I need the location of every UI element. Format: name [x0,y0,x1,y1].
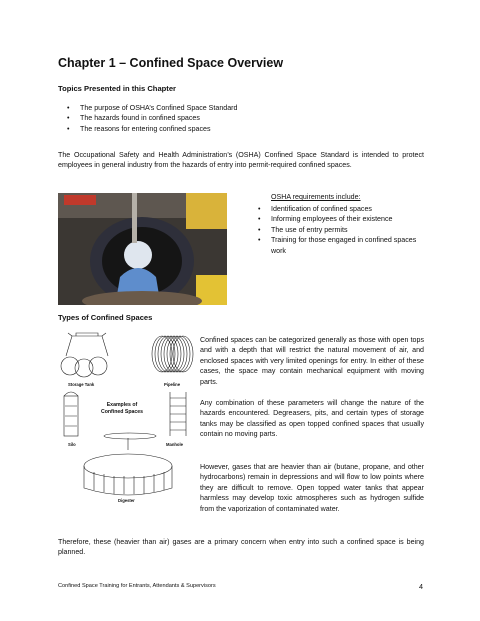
list-item: • The hazards found in confined spaces [65,113,365,123]
storage-tank-label: Storage Tank [68,382,95,387]
types-paragraph-2: Any combination of these parameters will change the nature of the hazards encountered. Degreasers, pits, and certain types of storage tanks may be classified as open topped confined spaces that usually contain no moving parts. [200,399,424,439]
digester-label: Digester [118,498,135,503]
topics-heading: Topics Presented in this Chapter [58,84,177,93]
manhole-worker-image [58,193,227,305]
requirements-heading: OSHA requirements include: [271,193,361,201]
manhole-entry-photo [58,193,227,305]
types-paragraph-3: However, gases that are heavier than air (butane, propane, and other hydrocarbons) remain in depressions and will flow to low points where they are difficult to remove. Open topped water tanks that appear harmless may develop toxic atmospheres such as hydrogen sulfide from the vaporization of contaminated water. [200,463,424,513]
silo-label: Silo [68,442,76,447]
manhole-label: Manhole [166,442,183,447]
topics-list [65,103,365,134]
examples-label: Examples of Confined Spaces [100,402,144,415]
list-item: • The reasons for entering confined spaces [65,124,365,134]
list-item: • The purpose of OSHA’s Confined Space Standard [65,103,365,113]
confined-spaces-illustration [58,326,200,508]
footer-text: Confined Space Training for Entrants, Attendants & Supervisors [58,583,216,589]
intro-paragraph: The Occupational Safety and Health Administration’s (OSHA) Confined Space Standard is intended to protect employees in general industry from the hazards of entry into permit-required confined spaces. [58,151,424,170]
page-title: Chapter 1 – Confined Space Overview [58,56,284,70]
types-heading: Types of Confined Spaces [58,313,153,322]
list-item: • Informing employees of their existence [256,214,426,224]
closing-paragraph: Therefore, these (heavier than air) gases are a primary concern when entry into such a confined space is being planned. [58,538,424,557]
requirements-list [256,204,426,256]
page-number: 4 [419,582,423,591]
list-item: • Training for those engaged in confined spaces work [256,235,426,256]
types-paragraph-1: Confined spaces can be categorized generally as those with open tops and with a depth that will restrict the natural movement of air, and enclosed spaces with very limited openings for entry. In either of these cases, the space may contain mechanical equipment with moving parts. [200,336,424,386]
confined-spaces-diagram [58,326,200,508]
pipeline-label: Pipeline [164,382,181,387]
list-item: • Identification of confined spaces [256,204,426,214]
list-item: • The use of entry permits [256,225,426,235]
